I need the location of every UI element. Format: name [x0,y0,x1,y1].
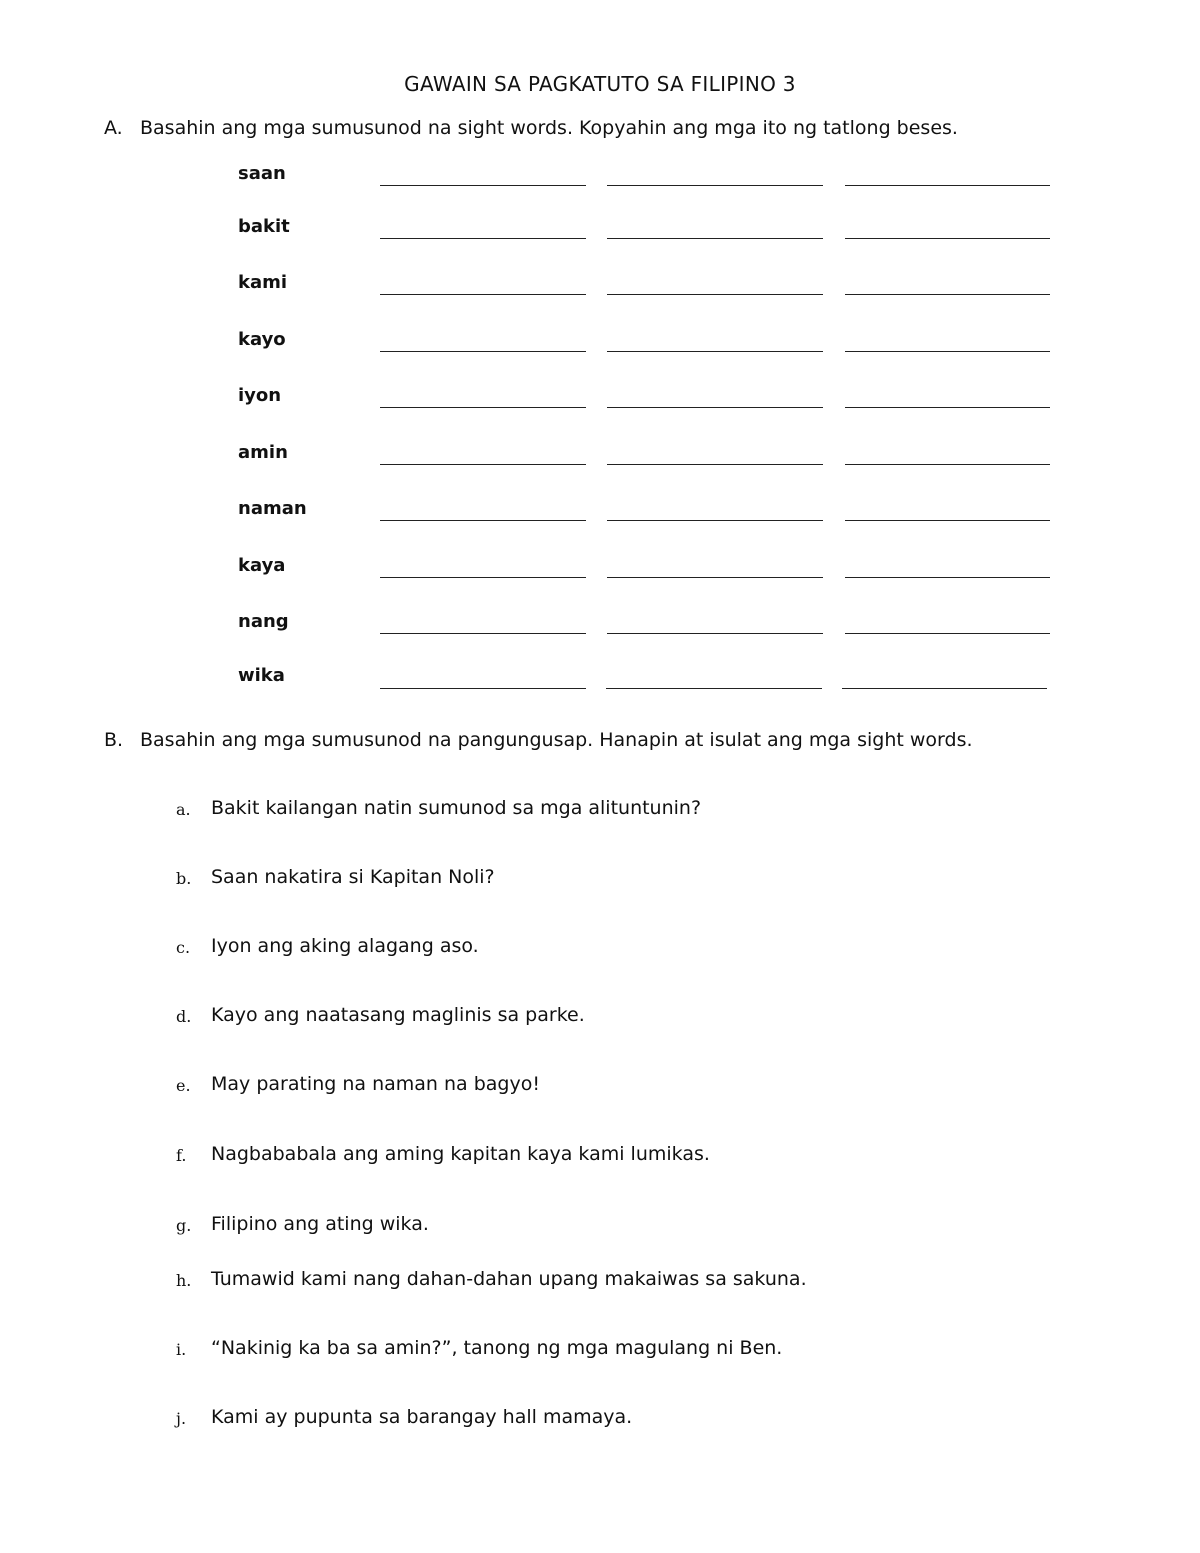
copy-blank-1[interactable] [380,464,586,465]
sentence-text: Saan nakatira si Kapitan Noli? [211,866,495,888]
part-b-instruction [104,729,973,751]
sight-word: kami [238,272,288,293]
sight-word: amin [238,442,288,463]
copy-blank-1[interactable] [380,238,586,239]
sight-word: nang [238,611,289,632]
copy-blank-2[interactable] [607,407,823,408]
word-row [0,498,1200,538]
sentence-label: a. [176,800,191,819]
part-a-instruction [104,117,958,139]
copy-blank-2[interactable] [607,577,823,578]
copy-blank-2[interactable] [607,238,823,239]
sentence-label: c. [176,938,191,957]
sentence-text: Filipino ang ating wika. [211,1213,429,1235]
copy-blank-2[interactable] [607,351,823,352]
copy-blank-1[interactable] [380,351,586,352]
sight-word: saan [238,163,286,184]
sight-word: iyon [238,385,282,406]
copy-blank-1[interactable] [380,185,586,186]
copy-blank-2[interactable] [607,185,823,186]
sentence-text: Nagbababala ang aming kapitan kaya kami lumikas. [211,1143,710,1165]
sight-word: kayo [238,329,286,350]
copy-blank-2[interactable] [607,633,823,634]
part-a-instruction-text: Basahin ang mga sumusunod na sight words. Kopyahin ang mga ito ng tatlong beses. [140,117,958,139]
sentence-label: e. [176,1076,191,1095]
copy-blank-2[interactable] [607,294,823,295]
word-row [0,329,1200,369]
sentence-label: d. [176,1007,192,1026]
word-row [0,665,1200,705]
page-title: GAWAIN SA PAGKATUTO SA FILIPINO 3 [404,72,796,96]
part-b-instruction-text: Basahin ang mga sumusunod na pangungusap. Hanapin at isulat ang mga sight words. [140,729,973,751]
sentence-label: g. [176,1216,192,1235]
copy-blank-2[interactable] [607,520,823,521]
copy-blank-1[interactable] [380,520,586,521]
sentence-text: Kayo ang naatasang maglinis sa parke. [211,1004,585,1026]
copy-blank-3[interactable] [845,577,1050,578]
sentence-label: j. [176,1409,187,1428]
copy-blank-1[interactable] [380,577,586,578]
word-row [0,385,1200,425]
sentence-label: h. [176,1271,192,1290]
sentence-label: i. [176,1340,187,1359]
word-row [0,163,1200,203]
copy-blank-2[interactable] [607,464,823,465]
sentence-label: f. [176,1146,187,1165]
word-row [0,216,1200,256]
copy-blank-1[interactable] [380,633,586,634]
sentence-text: Kami ay pupunta sa barangay hall mamaya. [211,1406,633,1428]
sentence-label: b. [176,869,192,888]
part-a-letter: A. [104,117,123,139]
sentence-text: Bakit kailangan natin sumunod sa mga alituntunin? [211,797,702,819]
copy-blank-1[interactable] [380,407,586,408]
copy-blank-3[interactable] [842,688,1047,689]
copy-blank-3[interactable] [845,633,1050,634]
sight-word: naman [238,498,307,519]
word-row [0,555,1200,595]
copy-blank-3[interactable] [845,351,1050,352]
copy-blank-3[interactable] [845,464,1050,465]
copy-blank-3[interactable] [845,238,1050,239]
part-b-letter: B. [104,729,124,751]
copy-blank-1[interactable] [380,688,586,689]
sentence-text: “Nakinig ka ba sa amin?”, tanong ng mga magulang ni Ben. [211,1337,783,1359]
sight-word: bakit [238,216,290,237]
copy-blank-3[interactable] [845,294,1050,295]
sight-word: kaya [238,555,286,576]
word-row [0,611,1200,651]
copy-blank-3[interactable] [845,520,1050,521]
sentence-text: May parating na naman na bagyo! [211,1073,540,1095]
sentence-text: Tumawid kami nang dahan-dahan upang makaiwas sa sakuna. [211,1268,807,1290]
copy-blank-1[interactable] [380,294,586,295]
sentence-text: Iyon ang aking alagang aso. [211,935,479,957]
word-row [0,272,1200,312]
copy-blank-3[interactable] [845,407,1050,408]
copy-blank-2[interactable] [606,688,822,689]
word-row [0,442,1200,482]
copy-blank-3[interactable] [845,185,1050,186]
sight-word: wika [238,665,285,686]
